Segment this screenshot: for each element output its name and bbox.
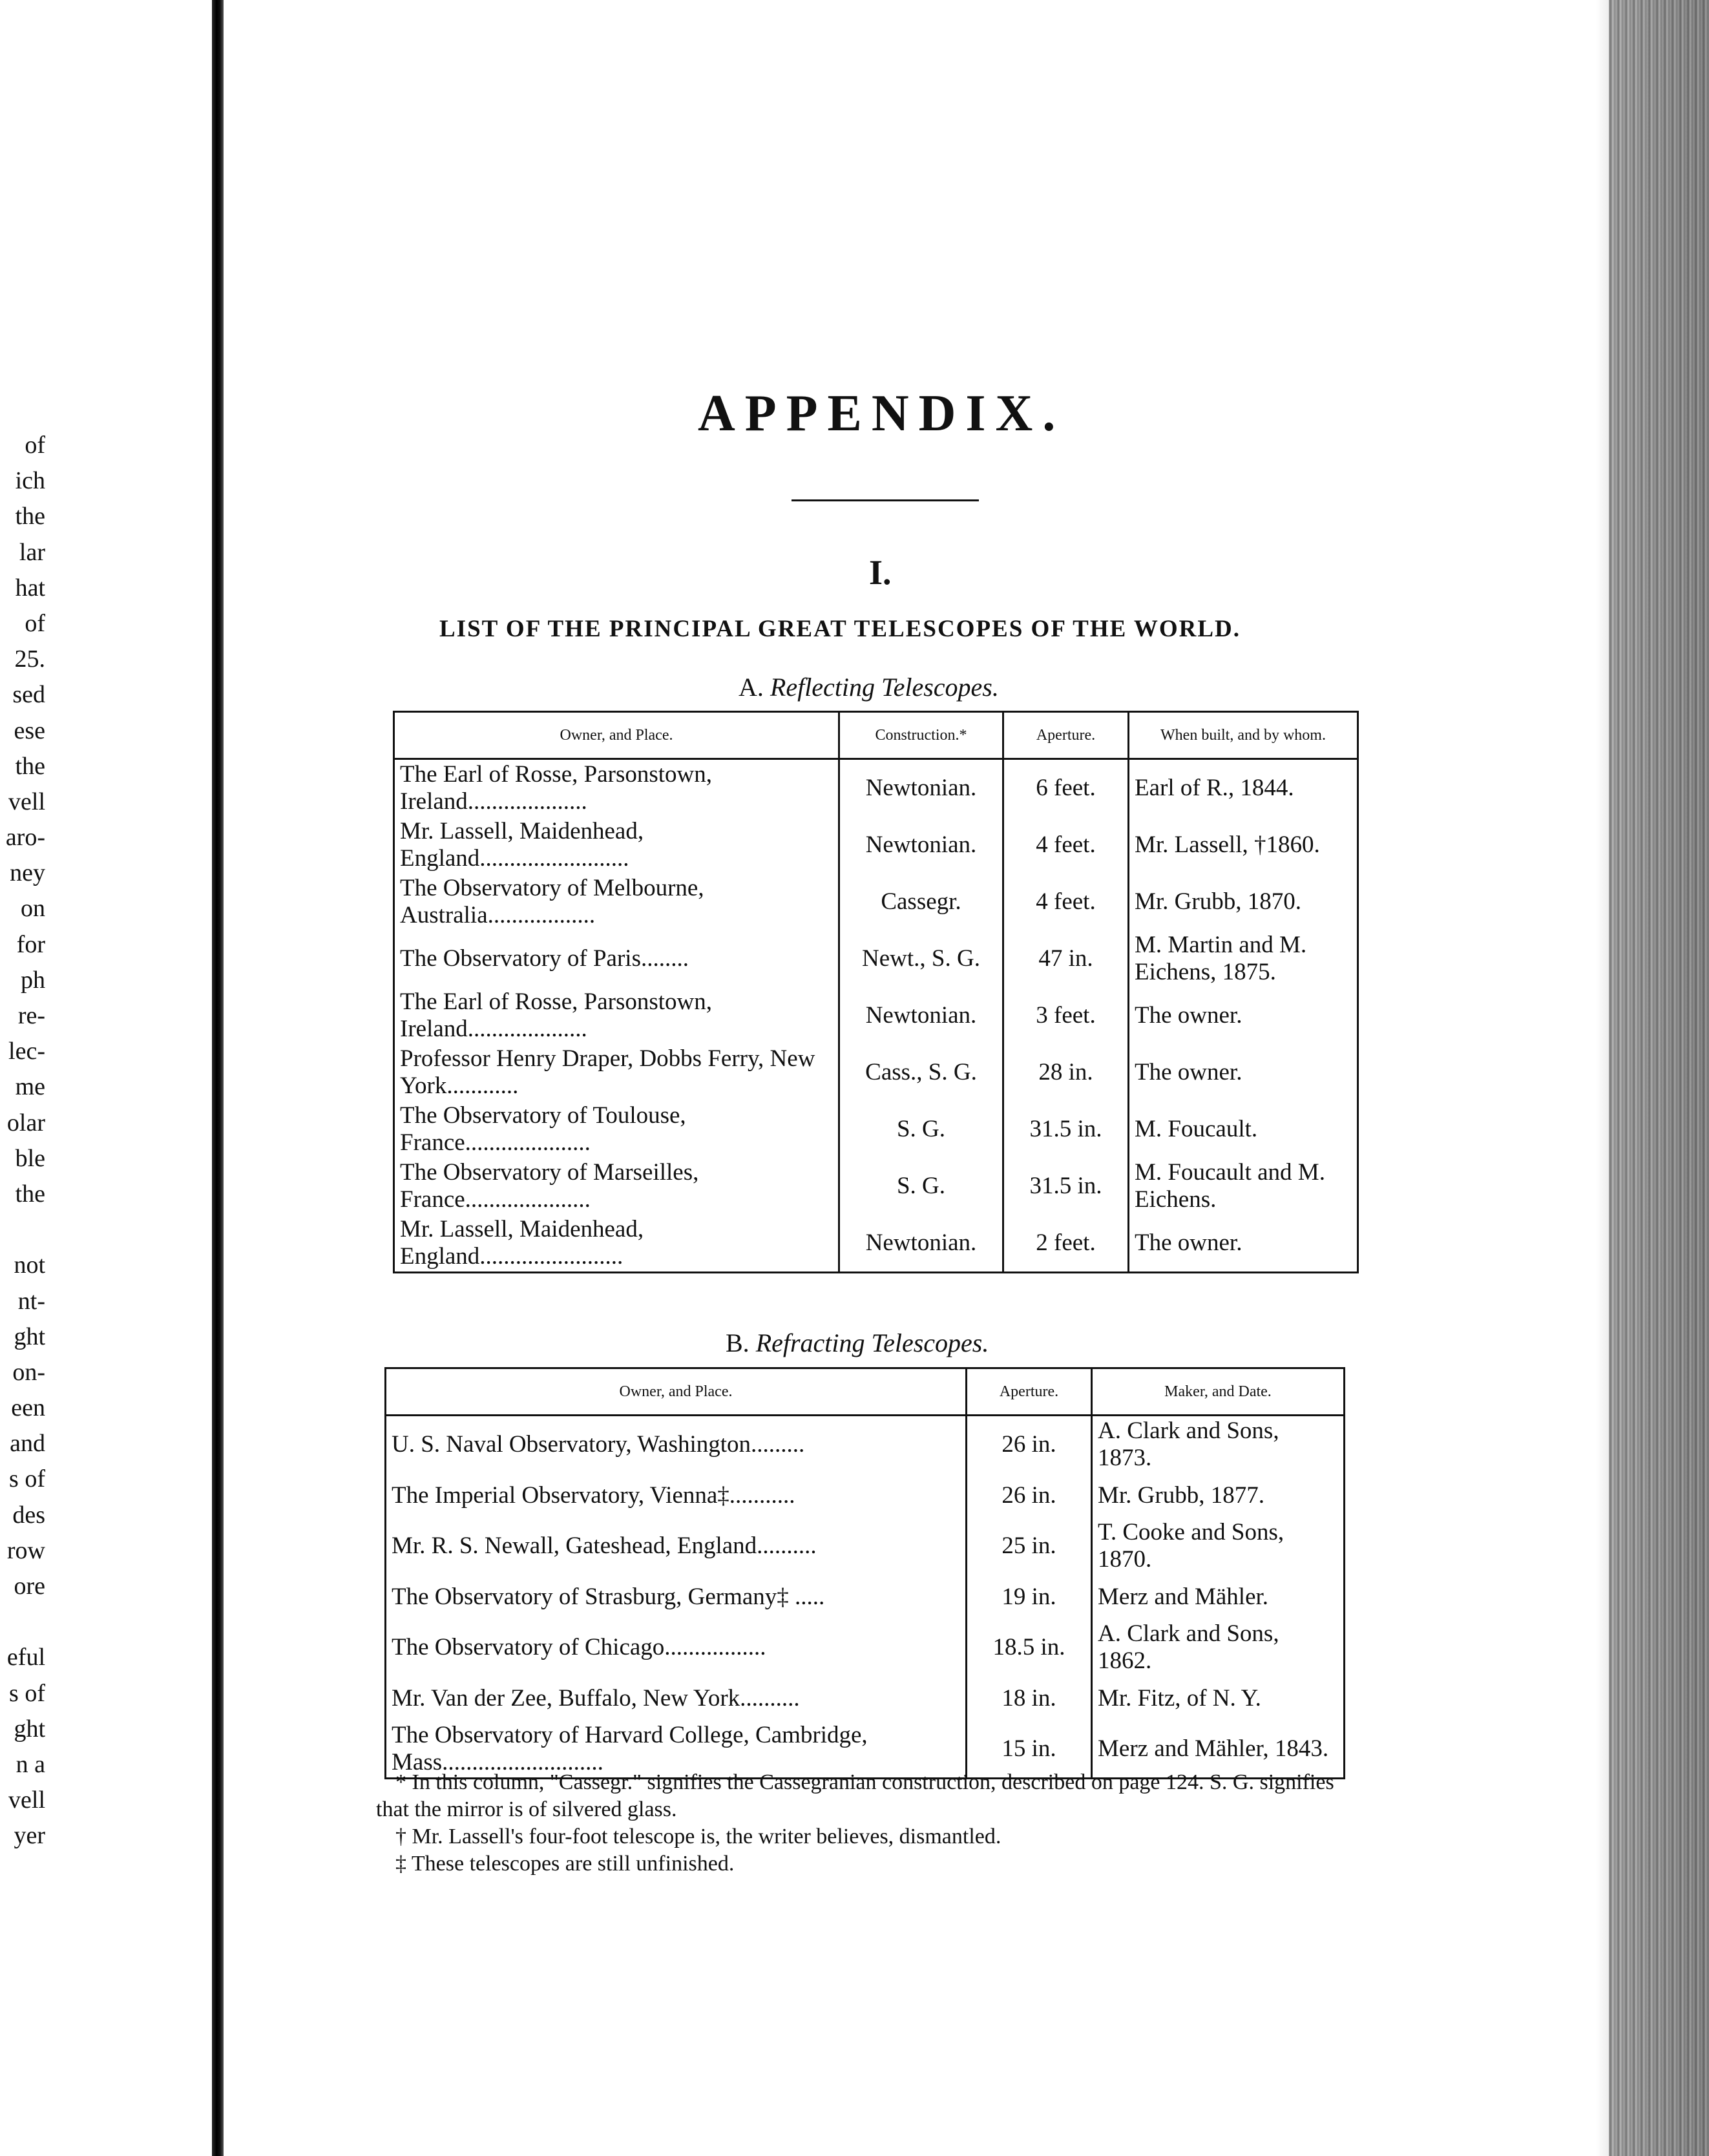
cell-aperture: 4 feet. [1003, 874, 1129, 930]
book-page-edges [1609, 0, 1709, 2156]
section-b-heading [726, 1328, 989, 1358]
facing-page-line-fragment: and [10, 1430, 45, 1458]
section-b-letter: B. [726, 1328, 750, 1357]
cell-aperture: 26 in. [967, 1416, 1092, 1474]
facing-page-line-fragment: eful [6, 1644, 45, 1671]
facing-page-line-fragment: row [6, 1536, 45, 1564]
column-header-construction: Construction.* [839, 712, 1003, 759]
cell-aperture: 3 feet. [1003, 987, 1129, 1044]
book-gutter [212, 0, 224, 2156]
page-title: APPENDIX. [698, 385, 1065, 442]
facing-page-text-column [0, 428, 45, 1854]
facing-page-line-fragment: ese [14, 717, 45, 744]
table-row [394, 817, 1358, 874]
table-row [386, 1676, 1345, 1721]
column-header-owner: Owner, and Place. [394, 712, 839, 759]
cell-owner: The Observatory of Marseilles, France..................... [400, 1159, 699, 1213]
cell-construction: Newtonian. [839, 1215, 1003, 1273]
facing-page-line-fragment: re- [17, 1002, 45, 1029]
column-header-built: When built, and by whom. [1129, 712, 1358, 759]
cell-built: The owner. [1129, 987, 1358, 1044]
cell-owner: The Observatory of Harvard College, Cambridge, Mass........................... [392, 1722, 868, 1775]
cell-construction: Cass., S. G. [839, 1044, 1003, 1101]
cell-aperture: 2 feet. [1003, 1215, 1129, 1273]
cell-construction: Newt., S. G. [839, 930, 1003, 987]
facing-page-line-fragment: nt- [17, 1287, 45, 1315]
cell-maker: Merz and Mähler, 1843. [1092, 1721, 1345, 1779]
cell-built: M. Martin and M. Eichens, 1875. [1129, 930, 1358, 987]
cell-built: The owner. [1129, 1215, 1358, 1273]
cell-maker: A. Clark and Sons, 1873. [1092, 1416, 1345, 1474]
facing-page-line-fragment: aro- [5, 824, 45, 852]
facing-page-line-fragment: lec- [8, 1038, 45, 1065]
cell-maker: A. Clark and Sons, 1862. [1092, 1619, 1345, 1676]
facing-page-line-fragment: 25. [14, 645, 45, 673]
facing-page-line-fragment: for [16, 930, 45, 958]
facing-page-line-fragment: of [25, 609, 45, 637]
cell-aperture: 6 feet. [1003, 759, 1129, 817]
facing-page-line-fragment: olar [6, 1109, 45, 1136]
column-header-owner: Owner, and Place. [386, 1368, 967, 1416]
cell-built: Mr. Grubb, 1870. [1129, 874, 1358, 930]
facing-page-line-fragment: me [15, 1073, 45, 1101]
table-row [394, 1044, 1358, 1101]
cell-maker: Mr. Fitz, of N. Y. [1092, 1676, 1345, 1721]
cell-construction: S. G. [839, 1158, 1003, 1215]
table-row [386, 1416, 1345, 1474]
column-header-aperture: Aperture. [1003, 712, 1129, 759]
cell-owner: The Observatory of Toulouse, France..................... [400, 1102, 686, 1156]
section-a-title: Reflecting Telescopes. [770, 673, 999, 702]
cell-built: M. Foucault and M. Eichens. [1129, 1158, 1358, 1215]
cell-owner: Mr. Lassell, Maidenhead, England........................ [400, 1216, 644, 1270]
cell-aperture: 18.5 in. [967, 1619, 1092, 1676]
title-divider [792, 499, 979, 501]
table-header-row [394, 712, 1358, 759]
reflecting-telescopes-table [393, 711, 1359, 1273]
facing-page-line-fragment: s of [9, 1465, 45, 1493]
cell-aperture: 47 in. [1003, 930, 1129, 987]
cell-owner: Mr. Lassell, Maidenhead, England......................... [400, 818, 644, 872]
cell-aperture: 31.5 in. [1003, 1101, 1129, 1158]
cell-aperture: 19 in. [967, 1575, 1092, 1619]
table-row [394, 759, 1358, 817]
cell-built: Earl of R., 1844. [1129, 759, 1358, 817]
footnote-construction: * In this column, "Cassegr." signifies the Cassegranian construction, described on page 124. S. G. signifies that the mirror is of silvered glass. [376, 1770, 1334, 1821]
table-row [386, 1619, 1345, 1676]
facing-page-line-fragment: vell [8, 788, 45, 815]
facing-page-line-fragment: ich [15, 467, 45, 495]
cell-owner: Professor Henry Draper, Dobbs Ferry, New York............ [400, 1045, 815, 1099]
cell-owner: The Observatory of Chicago................. [392, 1634, 766, 1660]
column-header-aperture: Aperture. [967, 1368, 1092, 1416]
table-header-row [386, 1368, 1345, 1416]
table-row [386, 1518, 1345, 1575]
facing-page-line-fragment: on [21, 895, 45, 923]
cell-maker: Mr. Grubb, 1877. [1092, 1473, 1345, 1518]
cell-built: The owner. [1129, 1044, 1358, 1101]
cell-aperture: 26 in. [967, 1473, 1092, 1518]
facing-page-line-fragment: on- [12, 1358, 45, 1386]
facing-page [0, 0, 213, 2156]
table-row [394, 874, 1358, 930]
cell-construction: S. G. [839, 1101, 1003, 1158]
cell-construction: Cassegr. [839, 874, 1003, 930]
cell-aperture: 4 feet. [1003, 817, 1129, 874]
refracting-telescopes-table [384, 1367, 1345, 1779]
facing-page-line-fragment: lar [19, 538, 45, 566]
facing-page-line-fragment: of [25, 432, 45, 459]
facing-page-line-fragment [0, 1604, 45, 1640]
cell-owner: Mr. Van der Zee, Buffalo, New York.......... [392, 1684, 800, 1711]
cell-maker: T. Cooke and Sons, 1870. [1092, 1518, 1345, 1575]
cell-aperture: 31.5 in. [1003, 1158, 1129, 1215]
cell-owner: The Imperial Observatory, Vienna‡........... [392, 1481, 795, 1509]
cell-owner: The Observatory of Paris........ [400, 945, 689, 972]
cell-aperture: 18 in. [967, 1676, 1092, 1721]
cell-built: Mr. Lassell, †1860. [1129, 817, 1358, 874]
facing-page-line-fragment: ph [21, 966, 45, 994]
cell-owner: The Earl of Rosse, Parsonstown, Ireland.................... [400, 989, 712, 1042]
facing-page-line-fragment: the [15, 503, 45, 530]
cell-owner: The Earl of Rosse, Parsonstown, Ireland.................... [400, 761, 712, 815]
facing-page-line-fragment: ore [14, 1573, 45, 1600]
footnote-dismantled: † Mr. Lassell's four-foot telescope is, the writer believes, dismantled. [395, 1825, 1001, 1848]
facing-page-line-fragment: ney [10, 859, 45, 887]
facing-page-line-fragment: the [15, 1180, 45, 1208]
facing-page-line-fragment: een [11, 1394, 45, 1422]
facing-page-line-fragment: hat [15, 574, 45, 602]
cell-owner: The Observatory of Melbourne, Australia.................. [400, 875, 704, 928]
table-row [394, 930, 1358, 987]
facing-page-line-fragment: sed [12, 681, 45, 709]
facing-page-line-fragment [0, 1212, 45, 1248]
cell-construction: Newtonian. [839, 817, 1003, 874]
section-a-heading [739, 672, 999, 702]
cell-construction: Newtonian. [839, 759, 1003, 817]
facing-page-line-fragment: vell [8, 1786, 45, 1814]
footnotes [376, 1769, 1352, 1878]
cell-owner: The Observatory of Strasburg, Germany‡ ..... [392, 1583, 825, 1610]
cell-maker: Merz and Mähler. [1092, 1575, 1345, 1619]
list-heading: LIST OF THE PRINCIPAL GREAT TELESCOPES OF THE WORLD. [439, 616, 1241, 642]
facing-page-line-fragment: des [12, 1501, 45, 1529]
table-row [394, 1101, 1358, 1158]
column-header-maker: Maker, and Date. [1092, 1368, 1345, 1416]
cell-owner: U. S. Naval Observatory, Washington......... [392, 1431, 805, 1458]
facing-page-line-fragment: n a [16, 1750, 45, 1778]
table-row [394, 1158, 1358, 1215]
cell-construction: Newtonian. [839, 987, 1003, 1044]
footnote-unfinished: ‡ These telescopes are still unfinished. [395, 1852, 735, 1876]
facing-page-line-fragment: the [15, 752, 45, 780]
facing-page-line-fragment: s of [9, 1679, 45, 1707]
cell-aperture: 25 in. [967, 1518, 1092, 1575]
cell-built: M. Foucault. [1129, 1101, 1358, 1158]
cell-aperture: 28 in. [1003, 1044, 1129, 1101]
table-row [394, 1215, 1358, 1273]
facing-page-line-fragment: ght [14, 1715, 45, 1743]
cell-aperture: 15 in. [967, 1721, 1092, 1779]
facing-page-line-fragment: yer [14, 1822, 45, 1850]
section-a-letter: A. [739, 673, 764, 702]
facing-page-line-fragment: ght [14, 1323, 45, 1350]
table-row [386, 1473, 1345, 1518]
table-row [386, 1575, 1345, 1619]
facing-page-line-fragment: ble [15, 1144, 45, 1172]
section-b-title: Refracting Telescopes. [755, 1328, 989, 1357]
section-number: I. [869, 553, 892, 592]
facing-page-line-fragment: not [14, 1251, 45, 1279]
table-row [394, 987, 1358, 1044]
cell-owner: Mr. R. S. Newall, Gateshead, England.......... [392, 1533, 817, 1559]
